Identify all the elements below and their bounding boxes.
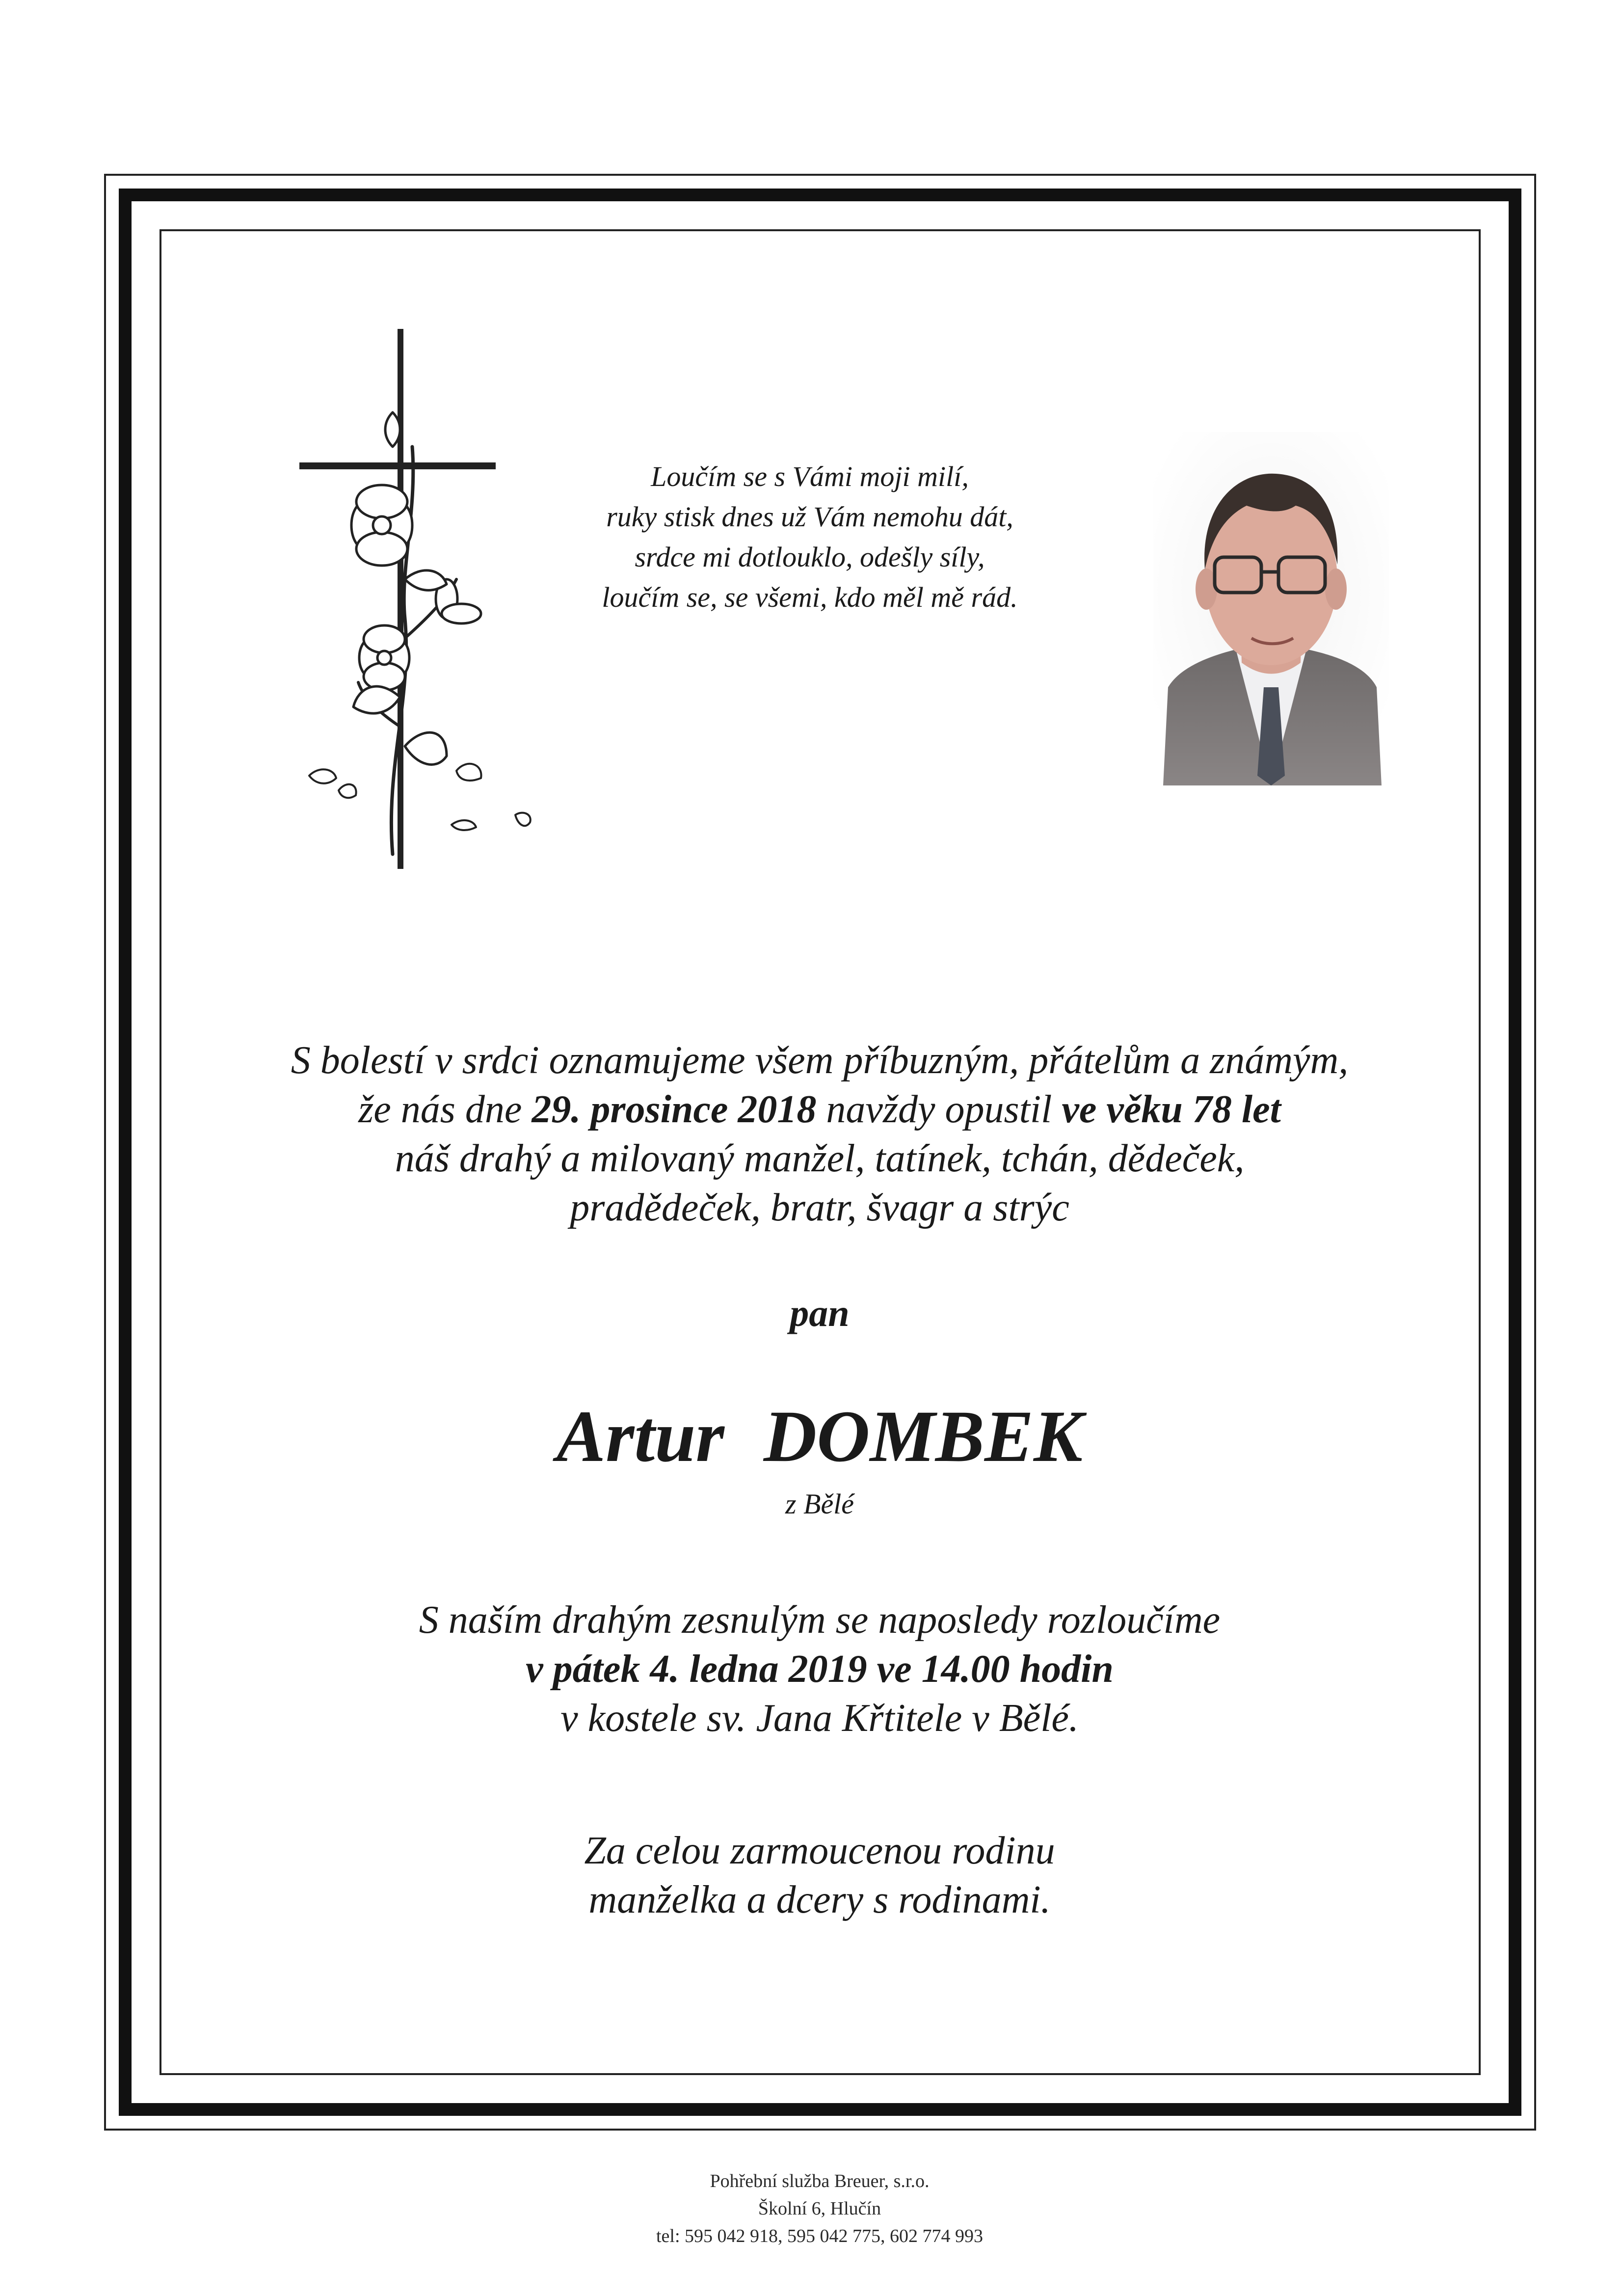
flower-large: [351, 485, 412, 566]
date-of-death: 29. prosince 2018: [532, 1088, 817, 1131]
flower-small: [359, 625, 409, 690]
farewell-poem: [564, 457, 1055, 618]
announcement-line: pradědeček, bratr, švagr a strýc: [570, 1186, 1069, 1229]
ceremony-line: S naším drahým zesnulým se naposledy rozloučíme: [419, 1598, 1221, 1642]
company-address: Školní 6, Hlučín: [758, 2198, 881, 2219]
funeral-details: [162, 1595, 1477, 1743]
poem-line: ruky stisk dnes už Vám nemohu dát,: [606, 501, 1013, 533]
announcement-line: S bolestí v srdci oznamujeme všem příbuzným, přátelům a známým,: [291, 1039, 1349, 1082]
family-line: manželka a dcery s rodinami.: [588, 1878, 1051, 1921]
falling-petals: [309, 764, 531, 830]
portrait-photo: [1153, 432, 1389, 785]
cross-with-flowers-icon: [299, 324, 555, 874]
cross-horizontal-beam: [299, 462, 496, 469]
last-name: DOMBEK: [763, 1396, 1083, 1477]
death-announcement: [162, 1036, 1477, 1232]
announcement-line: náš drahý a milovaný manžel, tatínek, tchán, dědeček,: [395, 1137, 1245, 1180]
deceased-name: [162, 1394, 1477, 1479]
first-name: Artur: [556, 1396, 724, 1477]
origin: z Bělé: [785, 1488, 854, 1520]
ceremony-datetime: v pátek 4. ledna 2019 ve 14.00 hodin: [526, 1648, 1114, 1691]
ceremony-place: v kostele sv. Jana Křtitele v Bělé.: [560, 1697, 1079, 1740]
company-name: Pohřební služba Breuer, s.r.o.: [710, 2171, 930, 2191]
funeral-service-footer: [162, 2167, 1477, 2250]
company-phones: tel: 595 042 918, 595 042 775, 602 774 993: [656, 2226, 984, 2246]
family-signature: [162, 1826, 1477, 1924]
age: ve věku 78 let: [1062, 1088, 1281, 1131]
poem-line: srdce mi dotlouklo, odešly síly,: [635, 541, 985, 573]
announcement-line: že nás dne 29. prosince 2018 navždy opustil ve věku 78 let: [358, 1088, 1281, 1131]
poem-line: Loučím se s Vámi moji milí,: [651, 460, 969, 492]
family-line: Za celou zarmoucenou rodinu: [584, 1829, 1055, 1872]
honorific: pan: [790, 1292, 850, 1334]
poem-line: loučím se, se všemi, kdo měl mě rád.: [602, 581, 1018, 613]
